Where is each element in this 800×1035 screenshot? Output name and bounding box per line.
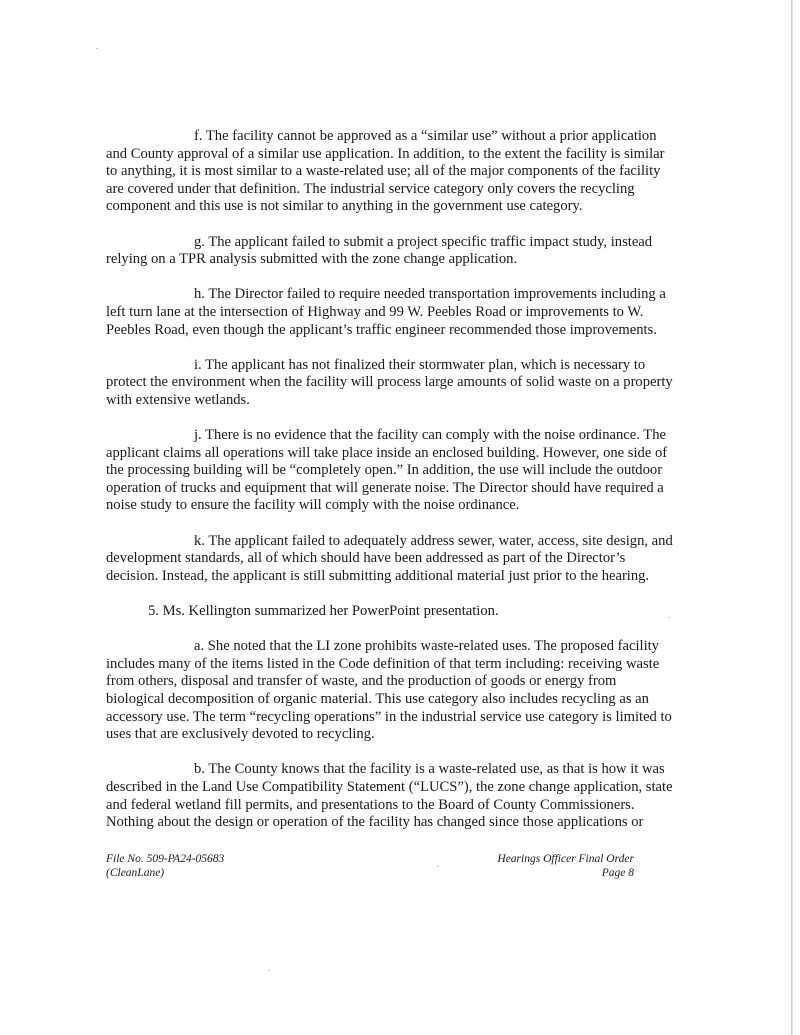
scan-speck [668,617,670,618]
document-body [106,128,674,849]
scan-speck [437,866,439,867]
footer-page-number: Page 8 [601,867,634,879]
footer-file-number: File No. 509-PA24-05683 [106,853,225,865]
paragraph-g: g. The applicant failed to submit a project specific traffic impact study, instead relying on a TPR analysis submitted with the zone change application. [106,233,653,268]
paragraph-b: b. The County knows that the facility is a waste-related use, as that is how it was described in the Land Use Compatibility Statement (“LUCS”), the zone change application, state and federal wetland fill permits, and presentations to the Board of County Commissioners. Nothing about the design or operation of the facility has changed since those applications or [106,761,673,831]
paragraph-f: f. The facility cannot be approved as a “similar use” without a prior application and County approval of a similar use application. In addition, to the extent the facility is similar to anything, it is most similar to a waste-related use; all of the major components of the facility are covered under that definition. The industrial service category only covers the recycling component and this use is not similar to anything in the government use category. [106,128,665,215]
paragraph-i: i. The applicant has not finalized their stormwater plan, which is necessary to protect the environment when the facility will process large amounts of solid waste on a property with extensive wetlands. [106,356,673,408]
footer-file-info [106,852,224,880]
paragraph-j: j. There is no evidence that the facility can comply with the noise ordinance. The applicant claims all operations will take place inside an enclosed building. However, one side of the processing building will be “completely open.” In addition, the use will include the outdoor operation of trucks and equipment that will generate noise. The Director should have required a noise study to ensure the facility will comply with the noise ordinance. [106,427,668,514]
paragraph-a: a. She noted that the LI zone prohibits waste-related uses. The proposed facility includes many of the items listed in the Code definition of that term including: receiving waste from others, disposal and transfer of waste, and the production of goods or energy from biological decomposition of organic material. This use category also includes recycling as an accessory use. The term “recycling operations” in the industrial service use category is limited to uses that are exclusively devoted to recycling. [106,638,672,743]
scan-speck [268,970,270,971]
paragraph-5: 5. Ms. Kellington summarized her PowerPoint presentation. [148,603,499,620]
scan-speck [96,48,98,49]
scan-edge-shadow [791,0,793,1035]
footer-order-title: Hearings Officer Final Order [497,853,634,865]
paragraph-k: k. The applicant failed to adequately address sewer, water, access, site design, and development standards, all of which should have been addressed as part of the Director’s decision. Instead, the applicant is still submitting additional material just prior to the hearing. [106,532,673,584]
footer-order-info [470,852,634,880]
footer-applicant: (CleanLane) [106,867,165,879]
paragraph-h: h. The Director failed to require needed transportation improvements including a left turn lane at the intersection of Highway and 99 W. Peebles Road or improvements to W. Peebles Road, even though the applicant’s traffic engineer recommended those improvements. [106,286,666,338]
